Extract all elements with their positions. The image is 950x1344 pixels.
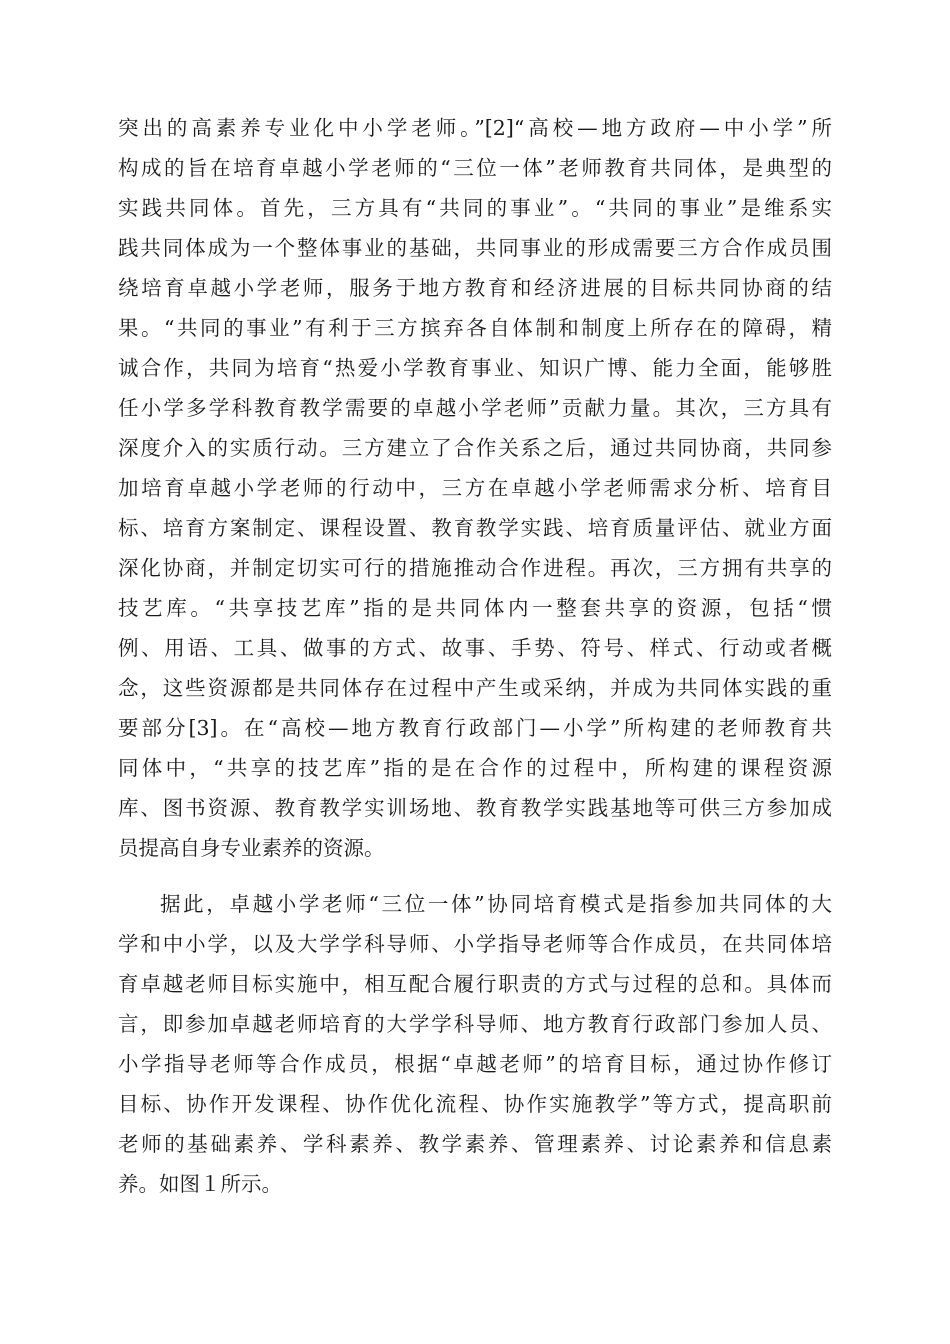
paragraph-1-line: 突出的高素养专业化中小学老师。”[2]“高校—地方政府—中小学”所 bbox=[118, 116, 832, 140]
paragraph-1-line: 例、用语、工具、做事的方式、故事、手势、符号、样式、行动或者概 bbox=[118, 636, 832, 660]
paragraph-1-line: 同体中，“共享的技艺库”指的是在合作的过程中，所构建的课程资源 bbox=[118, 756, 832, 780]
paragraph-1-line: 诚合作，共同为培育“热爱小学教育事业、知识广博、能力全面，能够胜 bbox=[118, 356, 832, 380]
paragraph-1-line: 技艺库。“共享技艺库”指的是共同体内一整套共享的资源，包括“惯 bbox=[118, 596, 832, 620]
paragraph-1-line: 绕培育卓越小学老师，服务于地方教育和经济进展的目标共同协商的结 bbox=[118, 276, 832, 300]
paragraph-1-line: 任小学多学科教育教学需要的卓越小学老师”贡献力量。其次，三方具有 bbox=[118, 396, 832, 420]
paragraph-2-line: 养。如图１所示。 bbox=[118, 1172, 282, 1196]
paragraph-2-line: 老师的基础素养、学科素养、教学素养、管理素养、讨论素养和信息素 bbox=[118, 1132, 832, 1156]
paragraph-1-line: 深度介入的实质行动。三方建立了合作关系之后，通过共同协商，共同参 bbox=[118, 436, 832, 460]
paragraph-1-line: 库、图书资源、教育教学实训场地、教育教学实践基地等可供三方参加成 bbox=[118, 796, 832, 820]
paragraph-1-line: 践共同体成为一个整体事业的基础，共同事业的形成需要三方合作成员围 bbox=[118, 236, 832, 260]
paragraph-1-line: 实践共同体。首先，三方具有“共同的事业”。“共同的事业”是维系实 bbox=[118, 196, 832, 220]
paragraph-1-line: 深化协商，并制定切实可行的措施推动合作进程。再次，三方拥有共享的 bbox=[118, 556, 832, 580]
paragraph-2-line: 目标、协作开发课程、协作优化流程、协作实施教学”等方式，提高职前 bbox=[118, 1092, 832, 1116]
paragraph-1-line: 构成的旨在培育卓越小学老师的“三位一体”老师教育共同体，是典型的 bbox=[118, 156, 832, 180]
paragraph-1-line: 要部分[3]。在“高校—地方教育行政部门—小学”所构建的老师教育共 bbox=[118, 716, 832, 740]
paragraph-1-line: 果。“共同的事业”有利于三方摈弃各自体制和制度上所存在的障碍，精 bbox=[118, 316, 832, 340]
paragraph-1-line: 员提高自身专业素养的资源。 bbox=[118, 836, 385, 860]
paragraph-2-line: 据此，卓越小学老师“三位一体”协同培育模式是指参加共同体的大 bbox=[160, 892, 832, 916]
paragraph-1-line: 标、培育方案制定、课程设置、教育教学实践、培育质量评估、就业方面 bbox=[118, 516, 832, 540]
paragraph-2-line: 小学指导老师等合作成员，根据“卓越老师”的培育目标，通过协作修订 bbox=[118, 1052, 832, 1076]
paragraph-2-line: 言，即参加卓越老师培育的大学学科导师、地方教育行政部门参加人员、 bbox=[118, 1012, 832, 1036]
paragraph-2-line: 育卓越老师目标实施中，相互配合履行职责的方式与过程的总和。具体而 bbox=[118, 972, 832, 996]
paragraph-2-line: 学和中小学，以及大学学科导师、小学指导老师等合作成员，在共同体培 bbox=[118, 932, 832, 956]
paragraph-1-line: 念，这些资源都是共同体存在过程中产生或采纳，并成为共同体实践的重 bbox=[118, 676, 832, 700]
paragraph-1-line: 加培育卓越小学老师的行动中，三方在卓越小学老师需求分析、培育目 bbox=[118, 476, 832, 500]
